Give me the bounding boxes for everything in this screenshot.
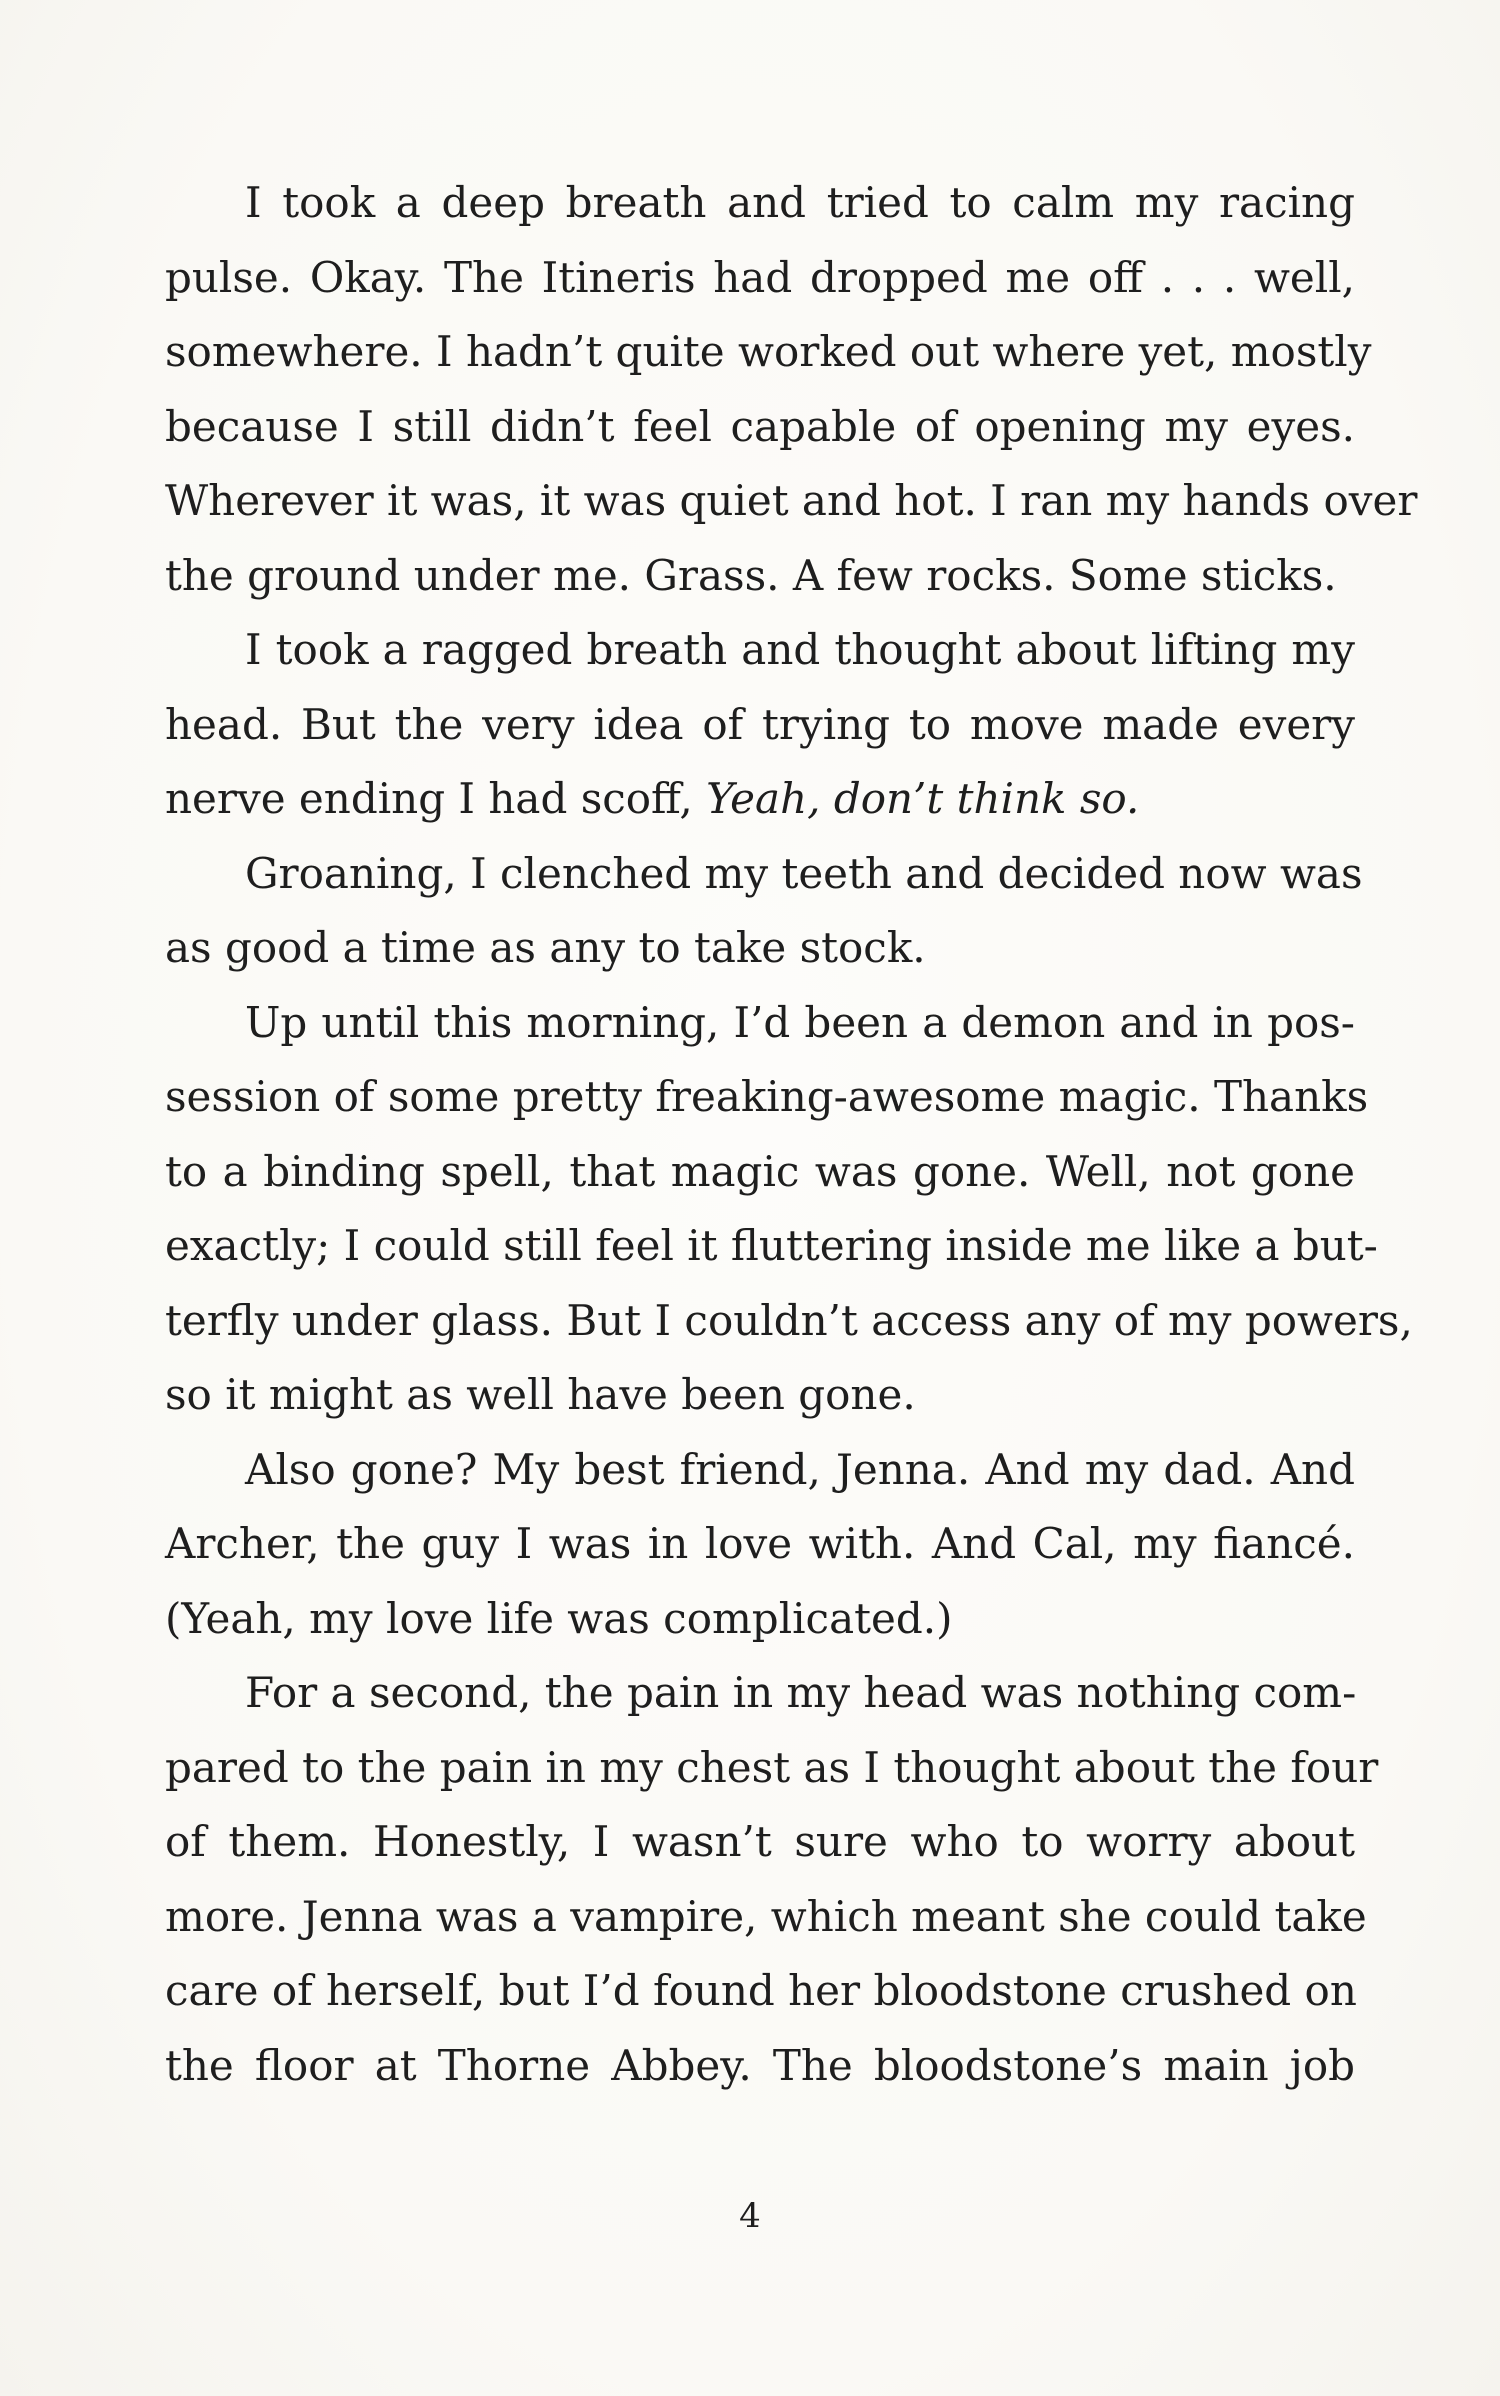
- text-line: For a second, the pain in my head was nothing com-: [245, 1668, 1357, 1717]
- text-line: Groaning, I clenched my teeth and decided now was: [245, 848, 1363, 898]
- text-line: I took a ragged breath and thought about lifting my: [245, 625, 1355, 674]
- text-line: exactly; I could still feel it fluttering inside me like a but-: [165, 1221, 1378, 1270]
- text-line: pulse. Okay. The Itineris had dropped me off . . . well,: [165, 252, 1355, 302]
- text-line: to a binding spell, that magic was gone. Well, not gone: [165, 1146, 1355, 1196]
- text-line: the floor at Thorne Abbey. The bloodstone’s main job: [165, 2040, 1355, 2090]
- paragraph-4: [165, 986, 1413, 1433]
- paragraph-1: [165, 166, 1418, 613]
- text-line: more. Jenna was a vampire, which meant she could take: [165, 1891, 1367, 1941]
- text-line: so it might as well have been gone.: [165, 1370, 916, 1419]
- text-line: (Yeah, my love life was complicated.): [165, 1593, 953, 1643]
- paragraph-2: [165, 613, 1355, 837]
- text-line-plain: nerve ending I had scoff,: [165, 774, 707, 823]
- paragraph-3: [165, 837, 1363, 986]
- text-line: [165, 762, 1355, 837]
- text-line: Also gone? My best friend, Jenna. And my dad. And: [245, 1444, 1355, 1494]
- text-line: Up until this morning, I’d been a demon and in pos-: [245, 997, 1355, 1047]
- text-line: the ground under me. Grass. A few rocks. Some sticks.: [165, 550, 1337, 600]
- text-line: as good a time as any to take stock.: [165, 923, 926, 972]
- text-line: Wherever it was, it was quiet and hot. I ran my hands over: [165, 476, 1418, 525]
- text-line: somewhere. I hadn’t quite worked out where yet, mostly: [165, 327, 1372, 376]
- text-line: of them. Honestly, I wasn’t sure who to worry about: [165, 1817, 1355, 1866]
- text-line: head. But the very idea of trying to move made every: [165, 699, 1355, 749]
- italic-thought: Yeah, don’t think so.: [706, 774, 1140, 823]
- text-line: Archer, the guy I was in love with. And Cal, my fiancé.: [165, 1519, 1355, 1568]
- paragraph-5: [165, 1433, 1355, 1657]
- text-line: I took a deep breath and tried to calm my racing: [245, 178, 1355, 227]
- text-line: pared to the pain in my chest as I thought about the four: [165, 1742, 1379, 1792]
- text-line: care of herself, but I’d found her bloodstone crushed on: [165, 1966, 1357, 2015]
- text-line: terfly under glass. But I couldn’t access any of my powers,: [165, 1295, 1413, 1345]
- page-number: 4: [739, 2196, 761, 2236]
- paragraph-6: [165, 1656, 1379, 2103]
- text-line: because I still didn’t feel capable of opening my eyes.: [165, 401, 1355, 451]
- body-text: [165, 166, 1418, 2103]
- text-line: session of some pretty freaking-awesome magic. Thanks: [165, 1072, 1369, 1121]
